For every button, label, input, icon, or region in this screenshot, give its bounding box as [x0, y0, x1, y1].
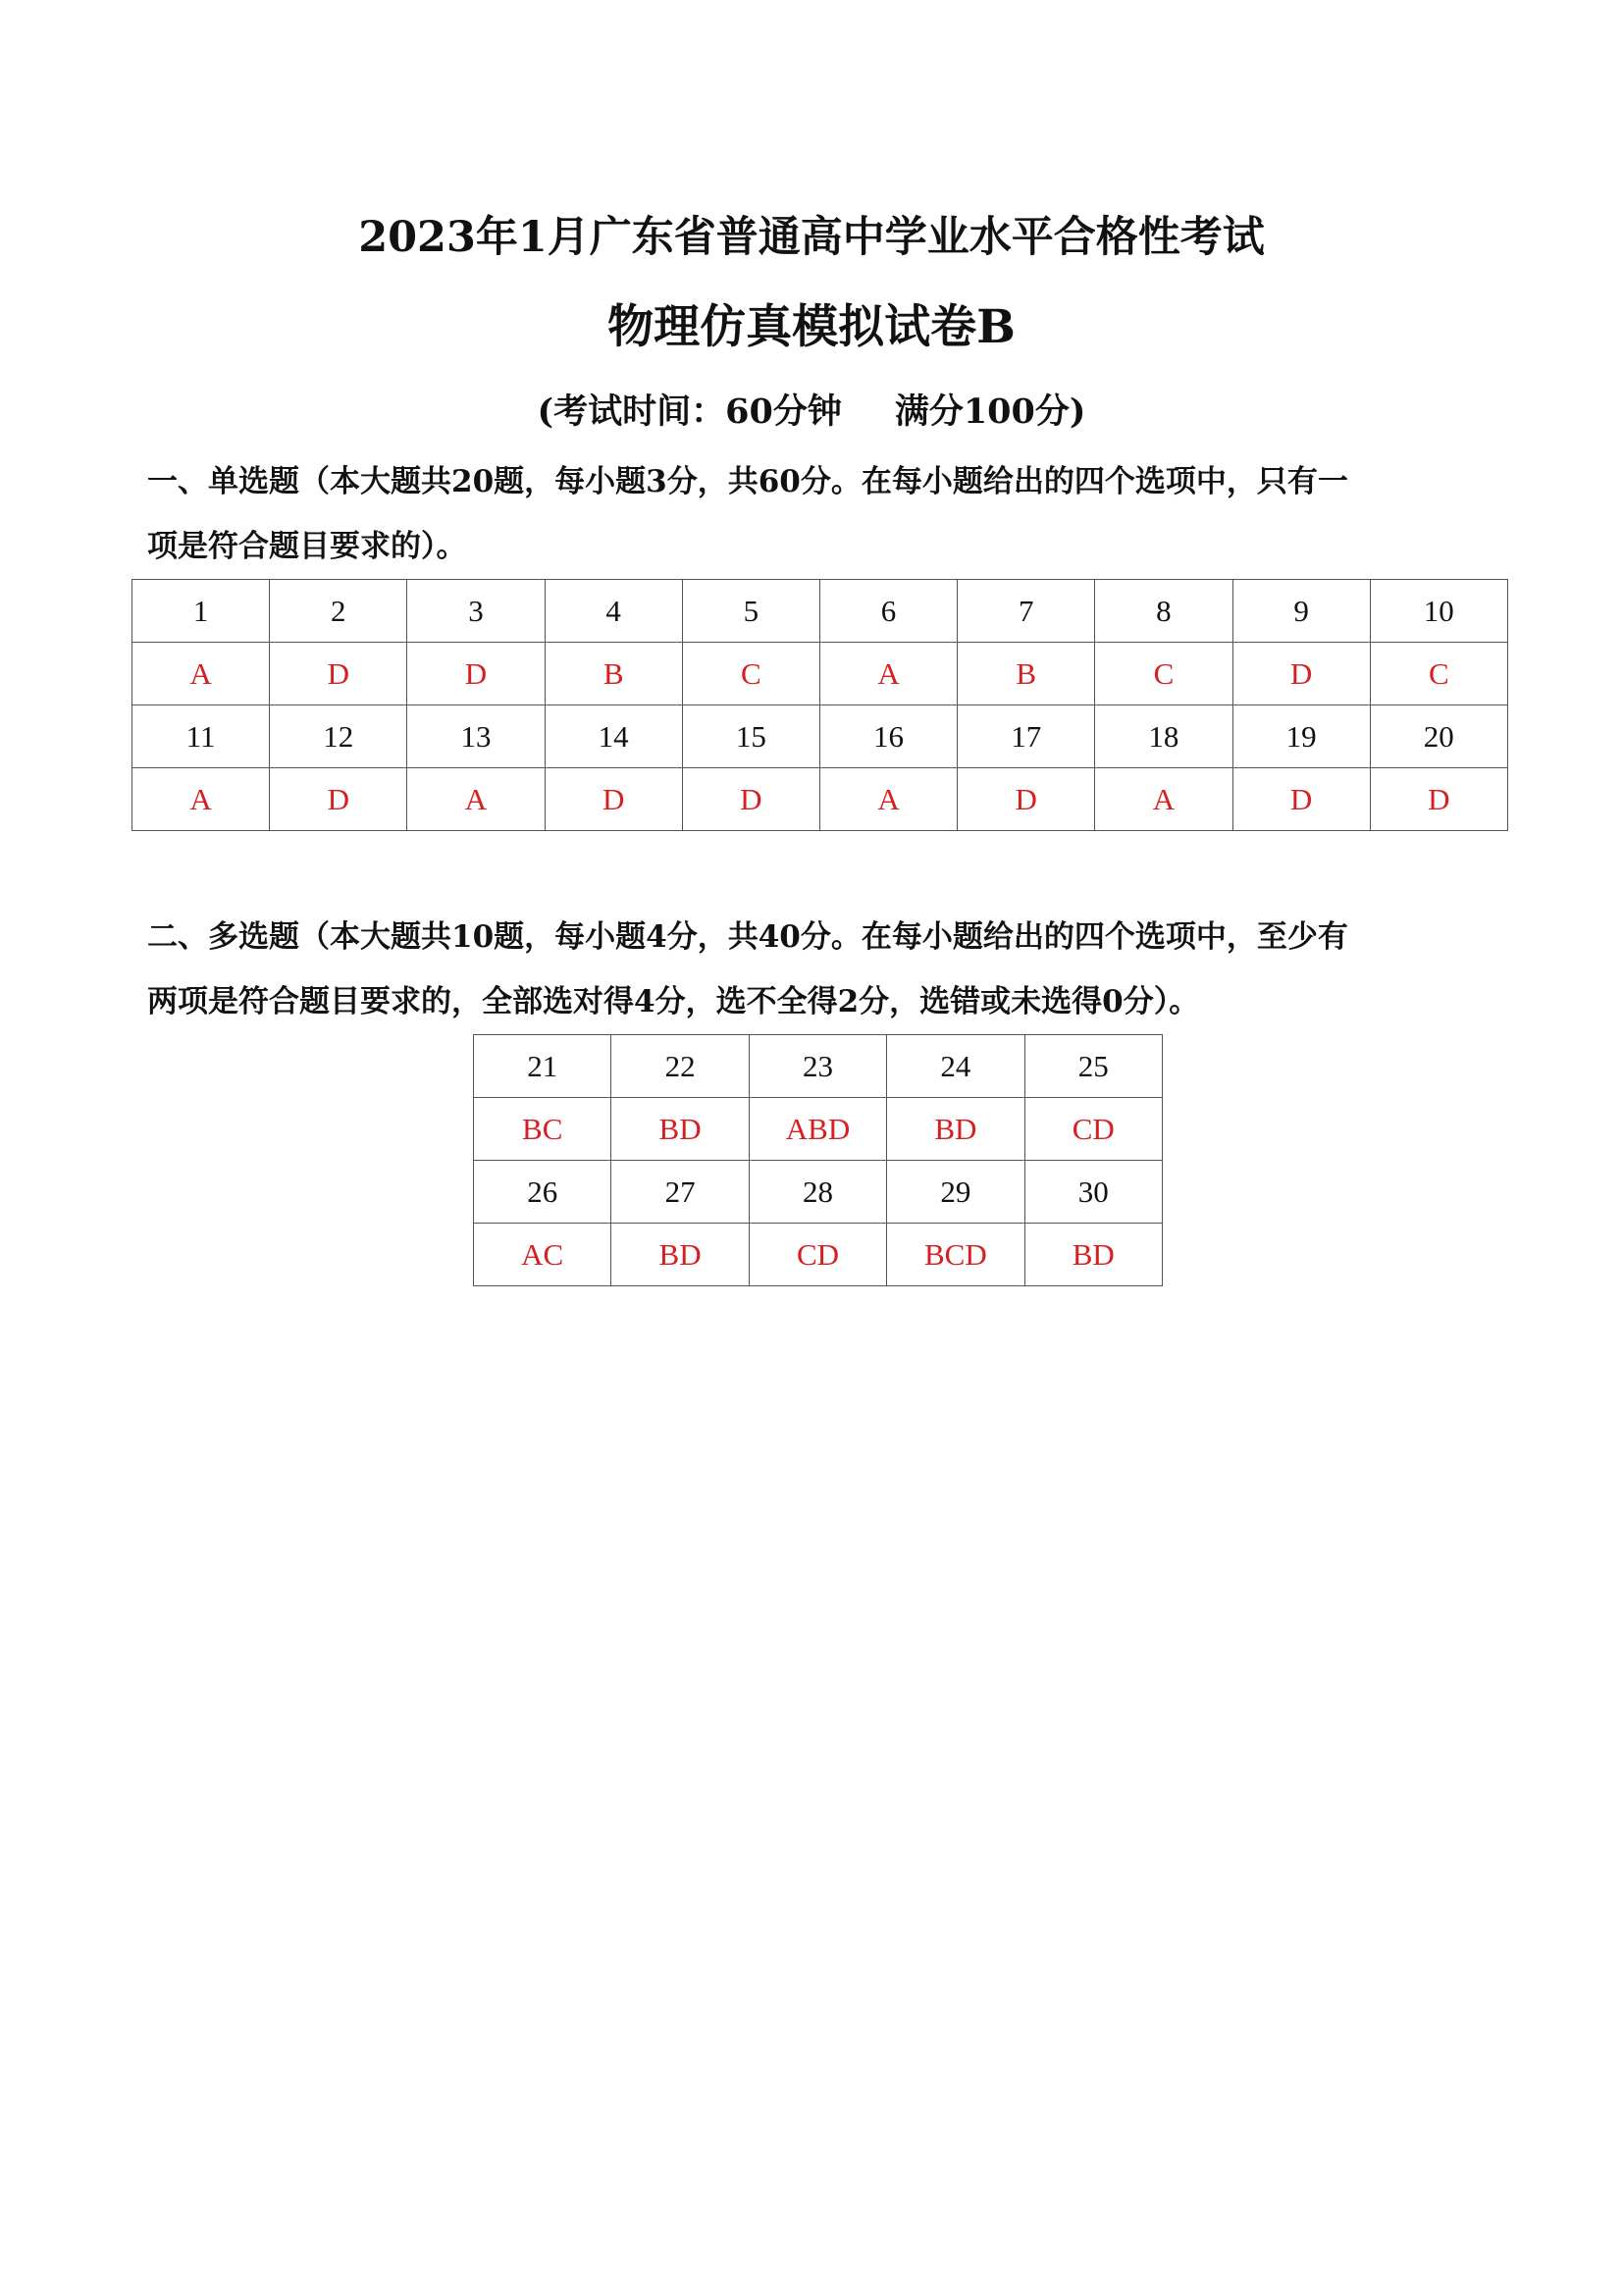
answer-cell: A — [132, 768, 270, 831]
question-number: 10 — [1370, 580, 1507, 643]
answer-row — [132, 643, 1508, 705]
answer-cell: A — [819, 643, 957, 705]
question-number: 8 — [1095, 580, 1232, 643]
exam-time: (考试时间：60分钟 — [537, 391, 842, 432]
question-number: 12 — [270, 705, 407, 768]
answer-cell: BCD — [887, 1224, 1024, 1286]
question-number: 22 — [611, 1035, 749, 1098]
section1-description — [147, 449, 1501, 579]
question-number: 29 — [887, 1161, 1024, 1224]
question-number: 18 — [1095, 705, 1232, 768]
answer-cell: BD — [1024, 1224, 1162, 1286]
answer-cell: D — [1370, 768, 1507, 831]
answer-cell: D — [545, 768, 682, 831]
question-number: 2 — [270, 580, 407, 643]
question-number-row — [474, 1035, 1163, 1098]
question-number: 5 — [682, 580, 819, 643]
answer-cell: D — [1232, 643, 1370, 705]
question-number: 3 — [407, 580, 545, 643]
question-number: 4 — [545, 580, 682, 643]
answer-cell: B — [958, 643, 1095, 705]
answer-cell: BD — [611, 1224, 749, 1286]
answer-cell: D — [270, 643, 407, 705]
answer-cell: BD — [887, 1098, 1024, 1161]
question-number: 6 — [819, 580, 957, 643]
exam-info — [0, 385, 1623, 434]
paper-title: 物理仿真模拟试卷B — [607, 300, 1016, 354]
question-number: 27 — [611, 1161, 749, 1224]
question-number: 20 — [1370, 705, 1507, 768]
question-number: 19 — [1232, 705, 1370, 768]
answer-cell: CD — [749, 1224, 886, 1286]
answer-cell: B — [545, 643, 682, 705]
answer-cell: BD — [611, 1098, 749, 1161]
question-number: 21 — [474, 1035, 611, 1098]
question-number: 17 — [958, 705, 1095, 768]
answer-cell: D — [270, 768, 407, 831]
question-number: 30 — [1024, 1161, 1162, 1224]
question-number: 9 — [1232, 580, 1370, 643]
question-number: 23 — [749, 1035, 886, 1098]
question-number: 7 — [958, 580, 1095, 643]
single-choice-answer-table — [131, 579, 1508, 831]
multiple-choice-answer-table — [473, 1034, 1163, 1286]
answer-cell: AC — [474, 1224, 611, 1286]
answer-row — [132, 768, 1508, 831]
answer-cell: A — [132, 643, 270, 705]
section1-line1: 一、单选题（本大题共20题，每小题3分，共60分。在每小题给出的四个选项中，只有一 — [147, 464, 1348, 499]
exam-full-score: 满分100分) — [894, 391, 1086, 432]
section2-description — [147, 905, 1501, 1034]
exam-title: 2023年1月广东省普通高中学业水平合格性考试 — [358, 213, 1265, 262]
answer-cell: D — [682, 768, 819, 831]
answer-cell: A — [819, 768, 957, 831]
question-number: 24 — [887, 1035, 1024, 1098]
answer-row — [474, 1098, 1163, 1161]
question-number: 14 — [545, 705, 682, 768]
answer-cell: BC — [474, 1098, 611, 1161]
question-number: 11 — [132, 705, 270, 768]
question-number: 26 — [474, 1161, 611, 1224]
section1-line2: 项是符合题目要求的）。 — [147, 529, 467, 564]
question-number-row — [132, 705, 1508, 768]
answer-cell: D — [407, 643, 545, 705]
question-number: 1 — [132, 580, 270, 643]
section2-line2: 两项是符合题目要求的，全部选对得4分，选不全得2分，选错或未选得0分）。 — [147, 984, 1200, 1019]
answer-cell: C — [682, 643, 819, 705]
answer-cell: A — [407, 768, 545, 831]
answer-cell: C — [1370, 643, 1507, 705]
answer-cell: C — [1095, 643, 1232, 705]
question-number: 15 — [682, 705, 819, 768]
question-number: 25 — [1024, 1035, 1162, 1098]
section2-line1: 二、多选题（本大题共10题，每小题4分，共40分。在每小题给出的四个选项中，至少有 — [147, 919, 1348, 955]
answer-cell: D — [1232, 768, 1370, 831]
question-number: 16 — [819, 705, 957, 768]
answer-row — [474, 1224, 1163, 1286]
question-number-row — [474, 1161, 1163, 1224]
question-number: 13 — [407, 705, 545, 768]
question-number: 28 — [749, 1161, 886, 1224]
answer-cell: A — [1095, 768, 1232, 831]
question-number-row — [132, 580, 1508, 643]
answer-cell: D — [958, 768, 1095, 831]
answer-cell: ABD — [749, 1098, 886, 1161]
answer-cell: CD — [1024, 1098, 1162, 1161]
